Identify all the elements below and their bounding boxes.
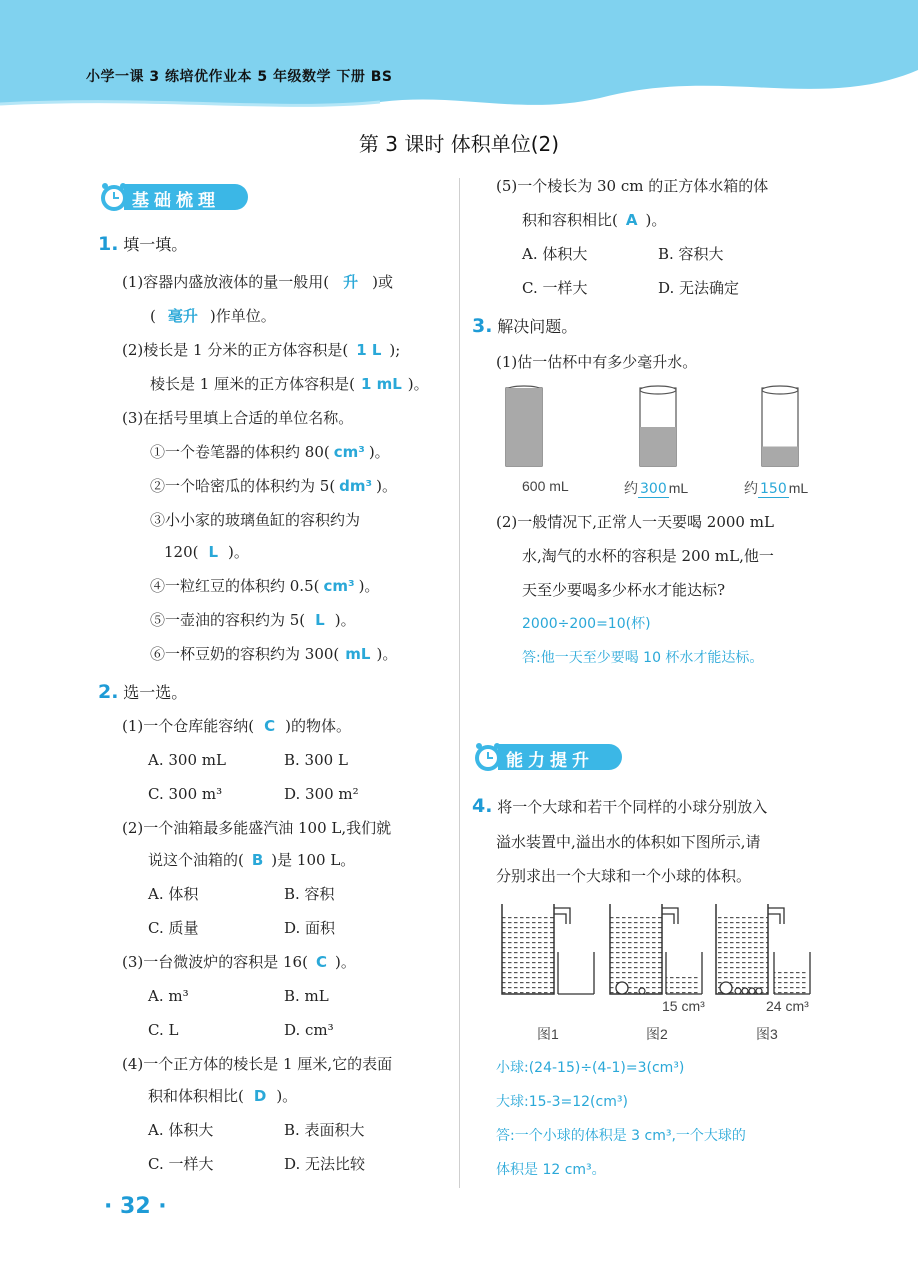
option: D. 300 m² (284, 785, 359, 803)
fig3-volume: 24 cm³ (766, 998, 809, 1014)
device-3 (716, 904, 810, 994)
answer: cm³ (333, 443, 365, 461)
clock-icon (472, 740, 506, 774)
fig2-caption: 图2 (646, 1026, 668, 1042)
option: A. 体积大 (522, 245, 588, 263)
option: A. 300 mL (148, 751, 226, 769)
section-label: 能力提升 (506, 751, 594, 771)
option: C. 一样大 (522, 279, 588, 297)
cup-3-label: 约 150 mL (744, 480, 809, 497)
answer: L (315, 611, 325, 629)
question-title: 填一填。 (123, 235, 188, 254)
q4-solution-4: 体积是 12 cm³。 (496, 1162, 606, 1178)
option: A. 体积大 (148, 1121, 214, 1139)
option: D. 面积 (284, 919, 336, 937)
answer: 升 (343, 273, 359, 291)
question-number: 4. (472, 795, 493, 817)
q1-item-3-cont: 120( L )。 (164, 543, 249, 561)
q1-heading (98, 234, 187, 255)
q3-part-2-l1: (2)一般情况下,正常人一天要喝 2000 mL (496, 513, 774, 531)
q2-part-2-cont: 说这个油箱的( B )是 100 L。 (148, 851, 356, 869)
answer: B (251, 851, 264, 869)
answer: 毫升 (167, 307, 198, 325)
q2-part-3: (3)一台微波炉的容积是 16( C )。 (122, 953, 356, 971)
q4-line-2: 溢水装置中,溢出水的体积如下图所示,请 (496, 833, 761, 851)
option: A. m³ (148, 987, 189, 1005)
lesson-title: 第 3 课时 体积单位(2) (358, 132, 560, 156)
option: B. mL (284, 987, 329, 1005)
q1-item-6: ⑥一杯豆奶的容积约为 300( mL )。 (150, 645, 398, 663)
q1-item-2: ②一个哈密瓜的体积约为 5( dm³ )。 (150, 477, 397, 495)
device-1 (502, 904, 594, 994)
q3-heading (472, 316, 577, 337)
q1-item-4: ④一粒红豆的体积约 0.5( cm³ )。 (150, 577, 380, 595)
column-divider (459, 178, 460, 1188)
question-title: 解决问题。 (497, 317, 578, 336)
q1-line-3: (2)棱长是 1 分米的正方体容积是( 1 L ); (122, 341, 401, 359)
q4-line-3: 分别求出一个大球和一个小球的体积。 (496, 867, 752, 885)
option: B. 300 L (284, 751, 348, 769)
option: B. 容积 (284, 885, 335, 903)
option: D. cm³ (284, 1021, 334, 1039)
option: C. 300 m³ (148, 785, 223, 803)
q2-part-2: (2)一个油箱最多能盛汽油 100 L,我们就 (122, 819, 392, 837)
q2-part-1: (1)一个仓库能容纳( C )的物体。 (122, 717, 351, 735)
cups-figure (498, 384, 828, 468)
q3-solution-1: 2000÷200=10(杯) (522, 616, 651, 632)
question-number: 2. (98, 681, 119, 703)
option: C. 质量 (148, 919, 199, 937)
q1-item-3: ③小小家的玻璃鱼缸的容积约为 (150, 511, 361, 529)
q3-part-2-l2: 水,淘气的水杯的容积是 200 mL,他一 (522, 547, 774, 565)
option: A. 体积 (148, 885, 199, 903)
cup-2-label: 约 300 mL (624, 480, 689, 497)
q1-item-5: ⑤一壶油的容积约为 5( L )。 (150, 611, 356, 629)
q2-part-5-cont: 积和容积相比( A )。 (522, 211, 667, 229)
cup-2 (640, 386, 676, 466)
question-number: 3. (472, 315, 493, 337)
q2-part-5: (5)一个棱长为 30 cm 的正方体水箱的体 (496, 177, 769, 195)
question-number: 1. (98, 233, 119, 255)
q4-solution-1: 小球:(24-15)÷(4-1)=3(cm³) (496, 1060, 685, 1076)
cup-1 (506, 386, 542, 466)
q3-part-1: (1)估一估杯中有多少毫升水。 (496, 353, 698, 371)
fig3-caption: 图3 (756, 1026, 778, 1042)
answer: mL (345, 645, 371, 663)
q1-line-1: (1)容器内盛放液体的量一般用( 升 )或 (122, 273, 393, 291)
option: D. 无法确定 (658, 279, 740, 297)
q1-line-2: ( 毫升 )作单位。 (150, 307, 276, 325)
answer: A (625, 211, 638, 229)
answer: cm³ (323, 577, 355, 595)
cup-1-label: 600 mL (522, 478, 569, 494)
page-number: · 32 · (104, 1194, 167, 1219)
q2-part-4: (4)一个正方体的棱长是 1 厘米,它的表面 (122, 1055, 393, 1073)
section-basic (98, 180, 258, 212)
answer: C (264, 717, 276, 735)
section-advanced (472, 740, 632, 772)
option: C. L (148, 1021, 179, 1039)
q4-solution-3: 答:一个小球的体积是 3 cm³,一个大球的 (496, 1128, 746, 1144)
fig2-volume: 15 cm³ (662, 998, 705, 1014)
answer: C (315, 953, 327, 971)
option: B. 容积大 (658, 245, 724, 263)
answer: 1 mL (360, 375, 402, 393)
q2-part-4-cont: 积和体积相比( D )。 (148, 1087, 298, 1105)
answer: L (208, 543, 219, 561)
q2-heading (98, 682, 187, 703)
q1-line-4: 棱长是 1 厘米的正方体容积是( 1 mL )。 (150, 375, 429, 393)
header-band (0, 0, 918, 112)
answer: dm³ (339, 477, 373, 495)
question-title: 选一选。 (123, 683, 188, 702)
option: B. 表面积大 (284, 1121, 365, 1139)
q1-line-5: (3)在括号里填上合适的单位名称。 (122, 409, 354, 427)
q3-part-2-l3: 天至少要喝多少杯水才能达标? (522, 581, 726, 599)
series-title: 小学一课 3 练培优作业本 5 年级数学 下册 BS (86, 69, 393, 85)
answer: 1 L (356, 341, 382, 359)
device-2 (610, 904, 702, 994)
option: D. 无法比较 (284, 1155, 366, 1173)
q4-line-1: 4. 将一个大球和若干个同样的小球分别放入 (472, 795, 768, 817)
section-label: 基础梳理 (132, 191, 220, 211)
cup-3 (762, 386, 798, 466)
q4-solution-2: 大球:15-3=12(cm³) (496, 1094, 628, 1110)
answer: 150 (760, 481, 787, 497)
q3-solution-2: 答:他一天至少要喝 10 杯水才能达标。 (522, 650, 764, 666)
answer: D (253, 1087, 267, 1105)
clock-icon (98, 180, 132, 214)
answer: 300 (640, 481, 667, 497)
fig1-caption: 图1 (537, 1026, 559, 1042)
option: C. 一样大 (148, 1155, 214, 1173)
q1-item-1: ①一个卷笔器的体积约 80( cm³ )。 (150, 443, 390, 461)
